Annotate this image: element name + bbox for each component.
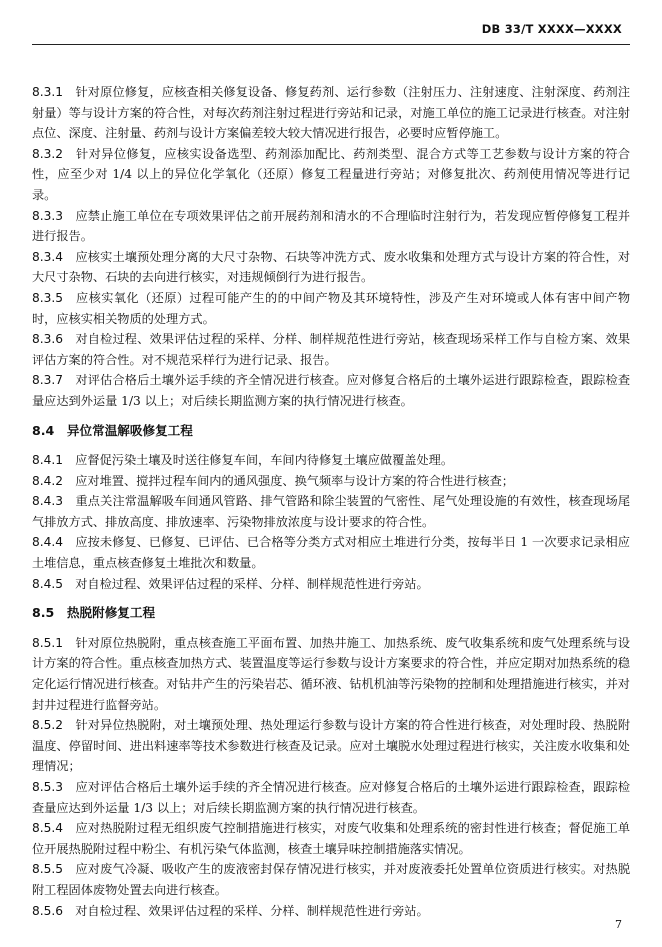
clause-number: 8.5.3 bbox=[32, 780, 64, 794]
clause-text: 对评估合格后土壤外运手续的齐全情况进行核查。应对修复合格后的土壤外运进行跟踪检查，跟踪检查量应达到外运量 1/3 以上；对后续长期监测方案的执行情况进行核查。 bbox=[32, 373, 631, 408]
clause-text: 对自检过程、效果评估过程的采样、分样、制样规范性进行旁站，核查现场采样工作与自检方案、效果评估方案的符合性。对不规范采样行为进行记录、报告。 bbox=[32, 332, 631, 367]
clause-text: 应禁止施工单位在专项效果评估之前开展药剂和清水的不合理临时注射行为，若发现应暂停修复工程并进行报告。 bbox=[32, 208, 631, 244]
header-rule bbox=[32, 44, 630, 45]
section-gap bbox=[32, 594, 630, 603]
clause-paragraph bbox=[32, 288, 630, 329]
document-body bbox=[32, 82, 630, 921]
section-heading bbox=[32, 603, 630, 624]
clause-number: 8.4.5 bbox=[32, 576, 64, 591]
clause-paragraph bbox=[32, 859, 630, 900]
clause-paragraph bbox=[32, 206, 630, 247]
clause-text: 针对异位热脱附，对土壤预处理、热处理运行参数与设计方案的符合性进行核查，对处理时段、热脱附温度、停留时间、进出料速率等技术参数进行核查及记录。应对土壤脱水处理过程进行核实，关注废水收集和处理情况； bbox=[32, 718, 631, 774]
clause-text: 对自检过程、效果评估过程的采样、分样、制样规范性进行旁站。 bbox=[75, 576, 429, 591]
clause-number: 8.5.6 bbox=[32, 903, 64, 918]
clause-number: 8.3.2 bbox=[32, 146, 64, 161]
clause-number: 8.5.1 bbox=[32, 635, 64, 650]
clause-text: 对自检过程、效果评估过程的采样、分样、制样规范性进行旁站。 bbox=[75, 903, 429, 918]
clause-number: 8.3.7 bbox=[32, 373, 64, 388]
section-heading bbox=[32, 421, 630, 442]
clause-paragraph bbox=[32, 450, 630, 471]
clause-text: 热脱附修复工程 bbox=[66, 605, 156, 621]
clause-number: 8.3.3 bbox=[32, 208, 64, 223]
clause-text: 应对热脱附过程无组织废气控制措施进行核实，对废气收集和处理系统的密封性进行核查；督促施工单位开展热脱附过程中粉尘、有机污染气体监测，核查土壤异味控制措施落实情况。 bbox=[32, 821, 631, 856]
section-gap bbox=[32, 624, 630, 633]
section-gap bbox=[32, 441, 630, 450]
clause-paragraph bbox=[32, 715, 630, 777]
clause-text: 应对废气冷凝、吸收产生的废液密封保存情况进行核实，并对废液委托处置单位资质进行核实。对热脱附工程固体废物处置去向进行核查。 bbox=[32, 862, 631, 897]
clause-text: 针对原位热脱附，重点核查施工平面布置、加热井施工、加热系统、废气收集系统和废气处理系统与设计方案的符合性。重点核查加热方式、装置温度等运行参数与设计方案要求的符合性，并应定期对加热系统的稳定化运行情况进行核查。对钻井产生的污染岩芯、循环液、钻机机油等污染物的控制和处理措施进行核实，并对封井过程进行监督旁站。 bbox=[32, 635, 631, 712]
clause-number: 8.5.2 bbox=[32, 718, 64, 733]
clause-paragraph bbox=[32, 818, 630, 859]
clause-paragraph bbox=[32, 247, 630, 288]
clause-number: 8.5.4 bbox=[32, 821, 64, 836]
clause-text: 针对原位修复，应核查相关修复设备、修复药剂、运行参数（注射压力、注射速度、注射深度、药剂注射量）等与设计方案的符合性，对每次药剂注射过程进行旁站和记录，对施工单位的施工记录进行核查。对注射点位、深度、注射量、药剂与设计方案偏差较大较大情况进行报告，必要时应暂停施工。 bbox=[32, 85, 631, 141]
clause-number: 8.3.1 bbox=[32, 85, 64, 99]
clause-text: 重点关注常温解吸车间通风管路、排气管路和除尘装置的气密性、尾气处理设施的有效性，核查现场尾气排放方式、排放高度、排放速率、污染物排放浓度与设计要求的符合性。 bbox=[32, 494, 631, 529]
clause-number: 8.4.1 bbox=[32, 453, 64, 468]
clause-paragraph bbox=[32, 370, 630, 411]
clause-paragraph bbox=[32, 777, 630, 818]
clause-number: 8.4 bbox=[32, 422, 55, 438]
clause-number: 8.4.3 bbox=[32, 494, 64, 509]
clause-paragraph bbox=[32, 532, 630, 573]
document-code: DB 33/T XXXX—XXXX bbox=[481, 22, 622, 36]
clause-number: 8.4.4 bbox=[32, 535, 64, 550]
clause-text: 应督促污染土壤及时送往修复车间，车间内待修复土壤应做覆盖处理。 bbox=[75, 453, 454, 468]
clause-text: 针对异位修复，应核实设备选型、药剂添加配比、药剂类型、混合方式等工艺参数与设计方案的符合性，应至少对 1/4 以上的异位化学氧化（还原）修复工程量进行旁站；对修复批次、药剂使用情况等进行记录。 bbox=[32, 146, 631, 202]
clause-number: 8.5 bbox=[32, 605, 55, 621]
clause-paragraph bbox=[32, 82, 630, 144]
clause-paragraph bbox=[32, 144, 630, 206]
clause-number: 8.4.2 bbox=[32, 473, 64, 488]
clause-text: 应对评估合格后土壤外运手续的齐全情况进行核查。应对修复合格后的土壤外运进行跟踪检查，跟踪检查量应达到外运量 1/3 以上；对后续长期监测方案的执行情况进行核查。 bbox=[32, 780, 631, 815]
clause-paragraph bbox=[32, 633, 630, 715]
clause-text: 应按未修复、已修复、已评估、已合格等分类方式对相应土堆进行分类，按每半日 1 一次要求记录相应土堆信息，重点核查修复土堆批次和数量。 bbox=[32, 535, 630, 571]
clause-number: 8.3.5 bbox=[32, 290, 64, 305]
clause-number: 8.3.4 bbox=[32, 249, 64, 264]
clause-paragraph bbox=[32, 491, 630, 532]
section-gap bbox=[32, 412, 630, 421]
clause-paragraph bbox=[32, 574, 630, 595]
page-number: 7 bbox=[615, 918, 622, 931]
clause-number: 8.3.6 bbox=[32, 332, 64, 347]
clause-text: 应核实土壤预处理分离的大尺寸杂物、石块等冲洗方式、废水收集和处理方式与设计方案的符合性，对大尺寸杂物、石块的去向进行核实，对违规倾倒行为进行报告。 bbox=[32, 249, 631, 285]
clause-paragraph bbox=[32, 901, 630, 922]
clause-paragraph bbox=[32, 471, 630, 492]
clause-text: 应核实氧化（还原）过程可能产生的的中间产物及其环境特性，涉及产生对环境或人体有害中间产物时，应核实相关物质的处理方式。 bbox=[32, 290, 631, 326]
clause-number: 8.5.5 bbox=[32, 862, 64, 877]
clause-paragraph bbox=[32, 329, 630, 370]
clause-text: 应对堆置、搅拌过程车间内的通风强度、换气频率与设计方案的符合性进行核查； bbox=[75, 473, 514, 488]
clause-text: 异位常温解吸修复工程 bbox=[66, 422, 193, 438]
